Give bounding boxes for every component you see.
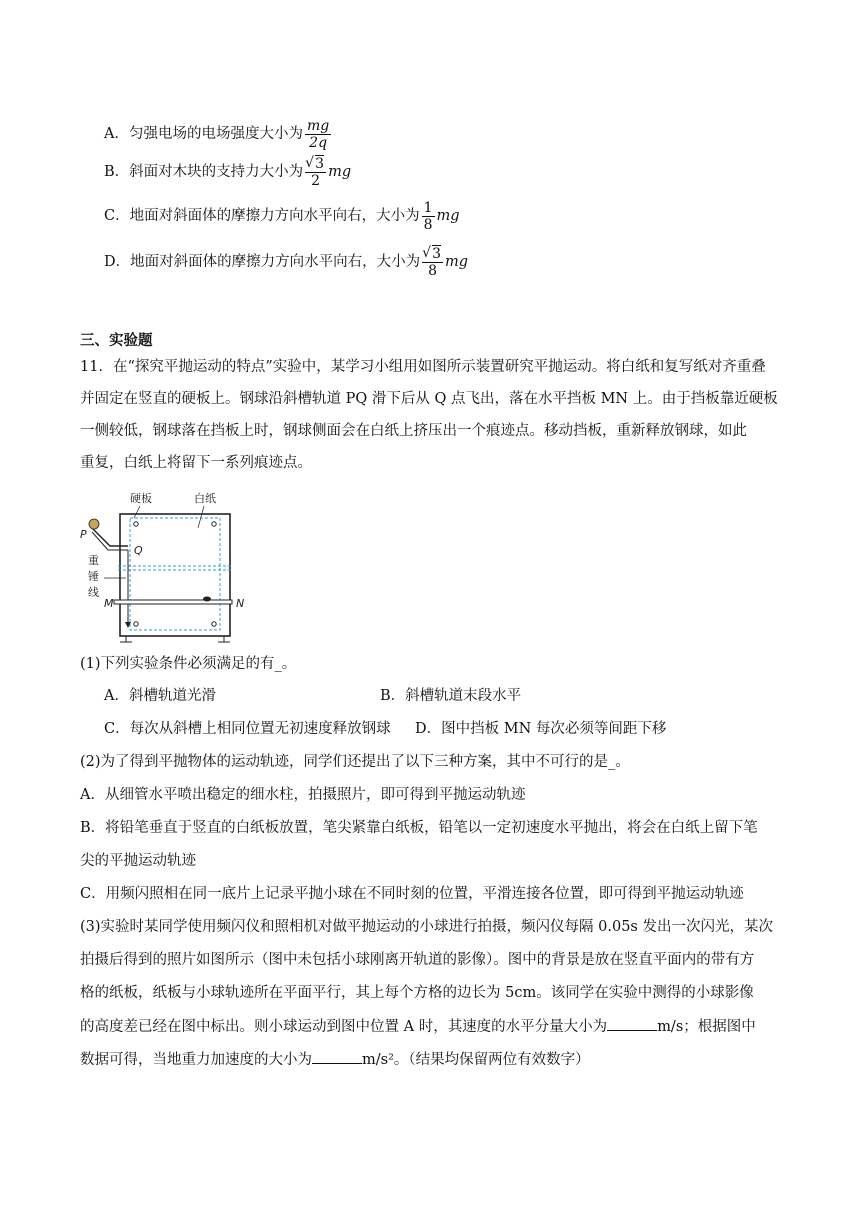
ramp-track [92, 528, 128, 546]
sub3-line-1: (3)实验时某同学使用频闪仪和照相机对做平抛运动的小球进行拍摄，频闪仪每隔 0.05s 发出一次闪光，某次 [80, 919, 773, 935]
option-b-fraction [305, 156, 326, 189]
option-a-denominator: 2q [309, 134, 328, 151]
answer-blank-2[interactable] [312, 1049, 362, 1064]
q11-line-2: 并固定在竖直的硬板上。钢球沿斜槽轨道 PQ 滑下后从 Q 点飞出，落在水平挡板 MN 上。由于挡板靠近硬板 [80, 391, 778, 407]
sub3-unit-1: m/s；根据图中 [657, 1019, 756, 1035]
sub2-option-c: C．用频闪照相在同一底片上记录平抛小球在不同时刻的位置，平滑连接各位置，即可得到平抛运动轨迹 [80, 886, 744, 902]
sub3-line-5 [80, 1049, 590, 1070]
option-b-denominator: 2 [311, 172, 321, 189]
q11-line-4: 重复，白纸上将留下一系列痕迹点。 [80, 455, 312, 471]
option-d-denominator: 8 [428, 262, 438, 279]
q11-line-3: 一侧较低，钢球落在挡板上时，钢球侧面会在白纸上挤压出一个痕迹点。移动挡板，重新释放钢球，如此 [80, 423, 747, 439]
label-plumb-1: 重 [88, 554, 99, 567]
apparatus-figure [78, 488, 258, 648]
sub1-stem: (1)下列实验条件必须满足的有_。 [80, 656, 297, 672]
sub3-line-2: 拍摄后得到的照片如图所示（图中未包括小球刚离开轨道的影像）。图中的背景是放在竖直平面内的带有方 [80, 952, 755, 968]
sub3-line-4 [80, 1016, 756, 1037]
label-m: M [104, 597, 114, 610]
option-d-numerator [422, 246, 443, 263]
sub1-option-d: D．图中挡板 MN 每次必须等间距下移 [415, 721, 667, 737]
steel-ball [89, 519, 99, 529]
option-a-fraction [305, 118, 331, 151]
option-d [104, 242, 468, 282]
option-b-text: B．斜面对木块的支持力大小为 [104, 164, 304, 180]
section-title: 三、实验题 [80, 332, 153, 349]
option-c-numerator: 1 [423, 199, 433, 216]
pin [134, 522, 138, 526]
option-c-fraction [422, 200, 435, 233]
leader-line [134, 506, 140, 518]
option-c-text: C．地面对斜面体的摩擦力方向水平向右，大小为 [104, 208, 420, 224]
option-b-numerator [305, 156, 326, 173]
pin [134, 622, 138, 626]
sub3-line-5-text: 数据可得，当地重力加速度的大小为 [80, 1052, 312, 1068]
option-a-text: A．匀强电场的电场强度大小为 [104, 126, 303, 142]
ball-mark [203, 597, 211, 602]
sub3-line-3: 格的纸板，纸板与小球轨迹所在平面平行，其上每个方格的边长为 5cm。该同学在实验中测得的小球影像 [80, 985, 754, 1001]
option-d-fraction [422, 246, 443, 279]
sub1-option-a: A．斜槽轨道光滑 [104, 688, 216, 704]
option-c-denominator: 8 [423, 216, 433, 233]
sub3-unit-2: m/s²。（结果均保留两位有效数字） [362, 1052, 590, 1068]
option-b [104, 152, 351, 192]
white-paper [130, 518, 220, 630]
label-paper: 白纸 [194, 492, 216, 505]
sub2-option-a: A．从细管水平喷出稳定的细水柱，拍摄照片，即可得到平抛运动轨迹 [80, 787, 526, 803]
option-b-suffix: mg [328, 164, 352, 180]
hard-board [120, 514, 230, 636]
option-d-suffix: mg [445, 254, 469, 270]
sqrt-symbol [424, 246, 441, 262]
label-n: N [236, 597, 245, 610]
label-plumb-3: 线 [88, 586, 99, 599]
q11-line-1: 11．在“探究平抛运动的特点”实验中，某学习小组用如图所示装置研究平抛运动。将白纸和复写纸对齐重叠 [80, 359, 766, 375]
sub3-line-4-text: 的高度差已经在图中标出。则小球运动到图中位置 A 时，其速度的水平分量大小为 [80, 1019, 608, 1035]
label-plumb-2: 锤 [88, 570, 99, 583]
sub2-option-b-2: 尖的平抛运动轨迹 [80, 853, 196, 869]
sub2-option-b-1: B．将铅笔垂直于竖直的白纸板放置，笔尖紧靠白纸板，铅笔以一定初速度水平抛出，将会在白纸上留下笔 [80, 820, 758, 836]
answer-blank-1[interactable] [607, 1016, 657, 1031]
option-d-text: D．地面对斜面体的摩擦力方向水平向右，大小为 [104, 254, 421, 270]
option-a-numerator: mg [306, 117, 330, 134]
pin [212, 522, 216, 526]
sub1-option-b: B．斜槽轨道末段水平 [380, 688, 522, 704]
label-q: Q [134, 544, 143, 557]
option-d-radicand: 3 [432, 245, 442, 262]
option-b-radicand: 3 [315, 155, 325, 172]
ramp-track-inner [92, 532, 128, 550]
leader-line [198, 506, 204, 528]
sub2-stem: (2)为了得到平抛物体的运动轨迹，同学们还提出了以下三种方案，其中不可行的是_。 [80, 754, 630, 770]
baffle-mn [114, 600, 232, 604]
label-board: 硬板 [130, 492, 152, 505]
sqrt-symbol [307, 156, 324, 172]
sub1-option-c: C．每次从斜槽上相同位置无初速度释放钢球 [104, 721, 391, 737]
option-a [104, 114, 333, 154]
label-p: P [80, 528, 87, 541]
option-c [104, 196, 460, 236]
pin [212, 622, 216, 626]
option-c-suffix: mg [436, 208, 460, 224]
